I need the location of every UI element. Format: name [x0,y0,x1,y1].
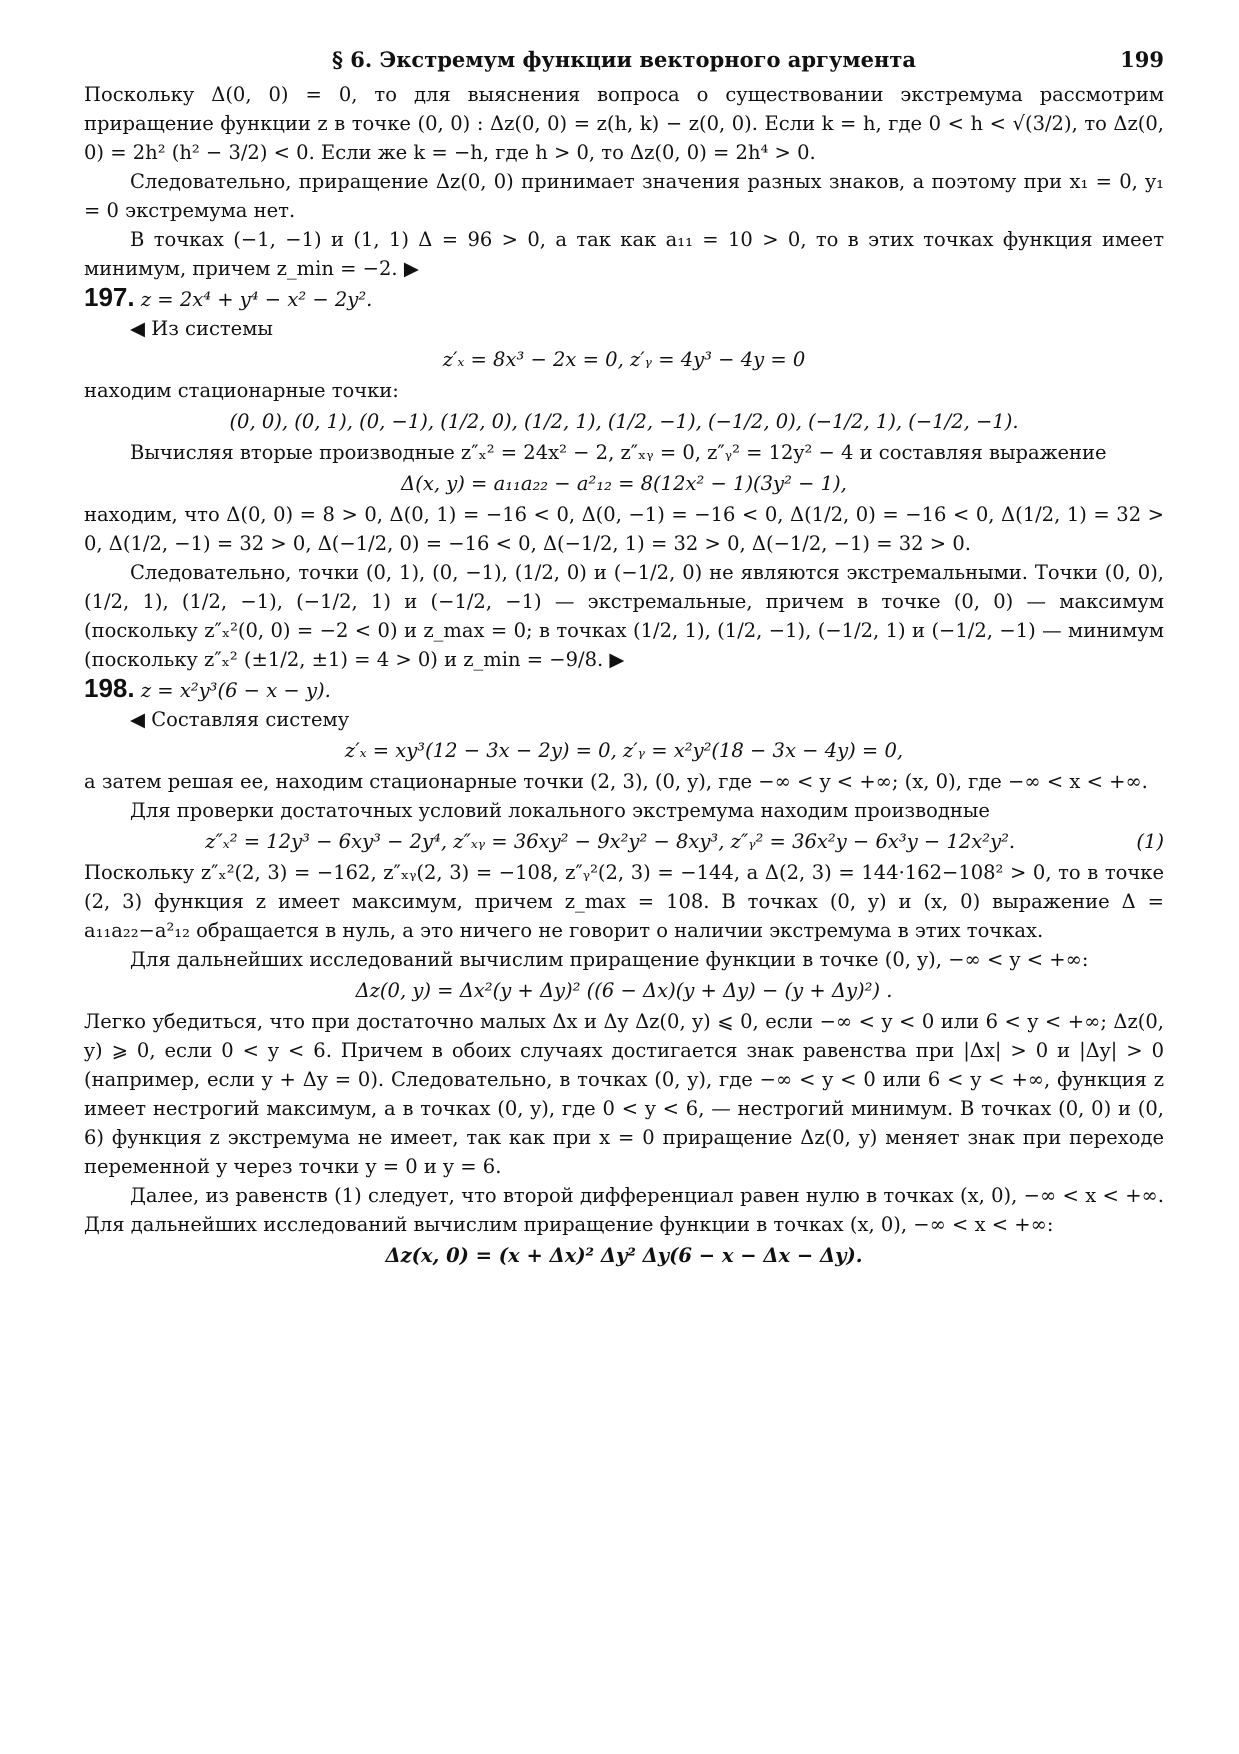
equation-system: z′ₓ = xy³(12 − 3x − 2y) = 0, z′ᵧ = x²y²(18 − 3x − 4y) = 0, [344,739,904,762]
running-header [84,40,1164,80]
page-number: 199 [1120,47,1164,72]
delta-formula: Δ(x, y) = a₁₁a₂₂ − a²₁₂ = 8(12x² − 1)(3y² − 1), [401,472,847,495]
derivatives: z″ₓ² = 12y³ − 6xy³ − 2y⁴, z″ₓᵧ = 36xy² − 9x²y² − 8xy³, z″ᵧ² = 36x²y − 6x³y − 12x²y². [205,830,1016,853]
increment-formula: Δz(0, y) = Δx²(y + Δy)² ((6 − Δx)(y + Δy) − (y + Δy)²) . [355,979,893,1002]
problem-number: 197. [84,282,135,312]
paragraph: Поскольку Δ(0, 0) = 0, то для выяснения вопроса о существовании экстремума рассмотрим приращение функции z в точке (0, 0) : Δz(0, 0) = z(h, k) − z(0, 0). Если k = h, где 0 < h < √(3/2), то Δz(0, 0) = 2h² (h² − 3/2) < 0. Если же k = −h, где h > 0, то Δz(0, 0) = 2h⁴ > 0. [84,83,1164,164]
problem-number: 198. [84,673,135,703]
increment-formula: Δz(x, 0) = (x + Δx)² Δy² Δy(6 − x − Δx − Δy). [385,1244,863,1267]
text-body [84,80,1164,1270]
stationary-points: (0, 0), (0, 1), (0, −1), (1/2, 0), (1/2, 1), (1/2, −1), (−1/2, 0), (−1/2, 1), (−1/2, −1). [229,410,1019,433]
solution-start: ◀ Из системы [130,317,273,340]
paragraph: Поскольку z″ₓ²(2, 3) = −162, z″ₓᵧ(2, 3) = −108, z″ᵧ²(2, 3) = −144, а Δ(2, 3) = 144·162−108² > 0, то в точке (2, 3) функция z имеет максимум, причем z_max = 108. В точках (0, y) и (x, 0) выражение Δ = a₁₁a₂₂−a²₁₂ обращается в нуль, а это ничего не говорит о наличии экстремума в этих точках. [84,861,1164,942]
section-title: § 6. Экстремум функции векторного аргумента [332,47,916,72]
paragraph: Вычисляя вторые производные z″ₓ² = 24x² − 2, z″ₓᵧ = 0, z″ᵧ² = 12y² − 4 и составляя выражение [130,441,1107,464]
paragraph: находим стационарные точки: [84,379,399,402]
problem-statement: z = 2x⁴ + y⁴ − x² − 2y². [140,288,373,311]
paragraph: находим, что Δ(0, 0) = 8 > 0, Δ(0, 1) = −16 < 0, Δ(0, −1) = −16 < 0, Δ(1/2, 0) = −16 < 0, Δ(1/2, 1) = 32 > 0, Δ(1/2, −1) = 32 > 0, Δ(−1/2, 0) = −16 < 0, Δ(−1/2, 1) = 32 > 0, Δ(−1/2, −1) = 32 > 0. [84,503,1164,555]
derivatives-formula [84,827,1164,856]
paragraph: Легко убедиться, что при достаточно малых Δx и Δy Δz(0, y) ⩽ 0, если −∞ < y < 0 или 6 < y < +∞; Δz(0, y) ⩾ 0, если 0 < y < 6. Причем в обоих случаях достигается знак равенства при |Δx| > 0 и |Δy| > 0 (например, если y + Δy = 0). Следовательно, в точках (0, y), где −∞ < y < 0 или 6 < y < +∞, функция z имеет нестрогий максимум, а в точках (0, y), где 0 < y < 6, — нестрогий минимум. В точках (0, 0) и (0, 6) функция z экстремума не имеет, так как при x = 0 приращение Δz(0, y) меняет знак при переходе переменной y через точки y = 0 и y = 6. [84,1010,1164,1178]
equation-number: (1) [1136,830,1164,853]
paragraph: Далее, из равенств (1) следует, что второй дифференциал равен нулю в точках (x, 0), −∞ < x < +∞. Для дальнейших исследований вычислим приращение функции в точках (x, 0), −∞ < x < +∞: [84,1184,1164,1236]
page [84,40,1164,1272]
paragraph: Для дальнейших исследований вычислим приращение функции в точке (0, y), −∞ < y < +∞: [130,948,1089,971]
problem-statement: z = x²y³(6 − x − y). [140,679,331,702]
problem-197-heading [84,283,1164,314]
equation-system: z′ₓ = 8x³ − 2x = 0, z′ᵧ = 4y³ − 4y = 0 [442,348,806,371]
paragraph: В точках (−1, −1) и (1, 1) Δ = 96 > 0, а так как a₁₁ = 10 > 0, то в этих точках функция имеет минимум, причем z_min = −2. ▶ [84,228,1164,280]
paragraph: Следовательно, точки (0, 1), (0, −1), (1/2, 0) и (−1/2, 0) не являются экстремальными. Точки (0, 0), (1/2, 1), (1/2, −1), (−1/2, 1) и (−1/2, −1) — экстремальные, причем в точке (0, 0) — максимум (поскольку z″ₓ²(0, 0) = −2 < 0) и z_max = 0; в точках (1/2, 1), (1/2, −1), (−1/2, 1) и (−1/2, −1) — минимум (поскольку z″ₓ² (±1/2, ±1) = 4 > 0) и z_min = −9/8. ▶ [84,561,1164,671]
paragraph: Для проверки достаточных условий локального экстремума находим производные [130,799,990,822]
paragraph: а затем решая ее, находим стационарные точки (2, 3), (0, y), где −∞ < y < +∞; (x, 0), где −∞ < x < +∞. [84,770,1148,793]
problem-198-heading [84,674,1164,705]
solution-start: ◀ Составляя систему [130,708,350,731]
paragraph: Следовательно, приращение Δz(0, 0) принимает значения разных знаков, а поэтому при x₁ = 0, y₁ = 0 экстремума нет. [84,170,1164,222]
